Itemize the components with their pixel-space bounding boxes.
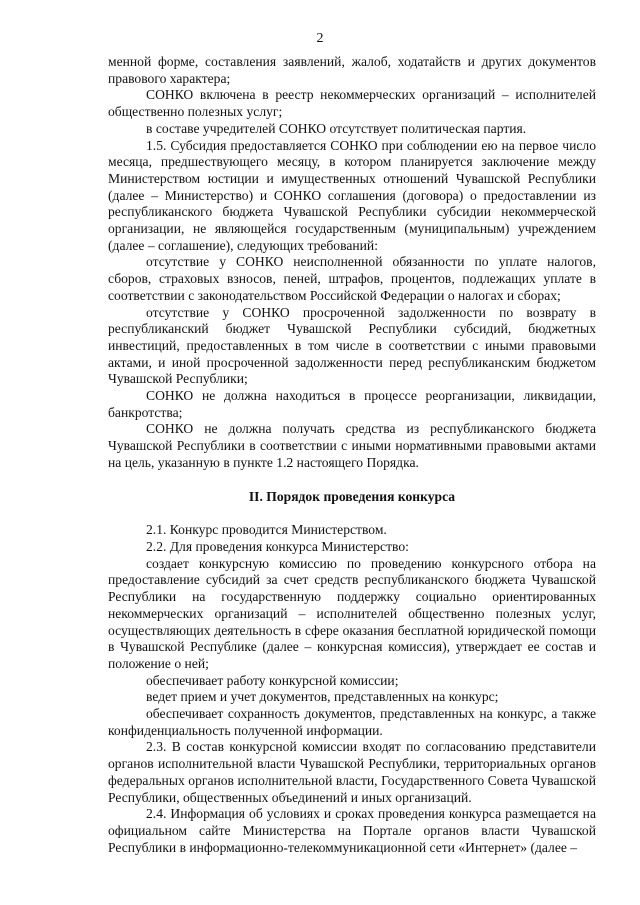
- paragraph: СОНКО не должна находиться в процессе реорганизации, ликвидации, банкротства;: [108, 388, 596, 420]
- section-two-text: [108, 522, 596, 856]
- paragraph: 1.5. Субсидия предоставляется СОНКО при соблюдении ею на первое число месяца, предшествующего месяцу, в котором планируется заключение между Министерством юстиции и имущественных отношений Чувашской Республики (далее – Министерство) и СОНКО соглашения (договора) о предоставлении из республиканского бюджета Чувашской Республики субсидии некоммерческой организации, не являющейся государственным (муниципальным) учреждением (далее – соглашение), следующих требований:: [108, 137, 596, 253]
- document-body: [108, 54, 596, 856]
- paragraph: отсутствие у СОНКО неисполненной обязанности по уплате налогов, сборов, страховых взносов, пеней, штрафов, процентов, подлежащих уплате в соответствии с законодательством Российской Федерации о налогах и сборах;: [108, 254, 596, 303]
- paragraph: 2.1. Конкурс проводится Министерством.: [146, 522, 387, 538]
- paragraph: обеспечивает работу конкурсной комиссии;: [146, 672, 399, 688]
- paragraph: отсутствие у СОНКО просроченной задолженности по возврату в республиканский бюджет Чувашской Республики субсидий, бюджетных инвестиций, предоставленных в том числе в соответствии с иными правовыми актами, и иной просроченной задолженности перед республиканским бюджетом Чувашской Республики;: [108, 304, 596, 387]
- paragraph: СОНКО не должна получать средства из республиканского бюджета Чувашской Республики в соответствии с иными нормативными правовыми актами на цель, указанную в пункте 1.2 настоящего Порядка.: [108, 421, 596, 470]
- paragraph: 2.2. Для проведения конкурса Министерство:: [146, 538, 409, 554]
- paragraph: 2.4. Информация об условиях и сроках проведения конкурса размещается на официальном сайте Министерства на Портале органов власти Чувашской Республики в информационно-телекоммуникационной сети «Интернет» (далее –: [108, 806, 596, 855]
- paragraph: 2.3. В состав конкурсной комиссии входят по согласованию представители органов исполнительной власти Чувашской Республики, территориальных органов федеральных органов исполнительной власти, Государственного Совета Чувашской Республики, общественных объединений и иных организаций.: [108, 739, 596, 805]
- paragraph: менной форме, составления заявлений, жалоб, ходатайств и других документов правового характера;: [108, 54, 596, 86]
- paragraph: создает конкурсную комиссию по проведению конкурсного отбора на предоставление субсидий за счет средств республиканского бюджета Чувашской Республики на государственную поддержку социально ориентированных некоммерческих организаций – исполнителей общественно полезных услуг, осуществляющих деятельность в сфере оказания бесплатной юридической помощи в Чувашской Республике (далее – конкурсная комиссия), утверждает ее состав и положение о ней;: [108, 555, 596, 671]
- paragraph: в составе учредителей СОНКО отсутствует политическая партия.: [146, 120, 527, 136]
- paragraph: ведет прием и учет документов, представленных на конкурс;: [146, 689, 499, 705]
- page-number: 2: [316, 31, 324, 46]
- section-heading: II. Порядок проведения конкурса: [248, 488, 456, 504]
- section-one-text: [108, 54, 596, 472]
- paragraph: СОНКО включена в реестр некоммерческих организаций – исполнителей общественно полезных услуг;: [108, 87, 596, 120]
- paragraph: обеспечивает сохранность документов, представленных на конкурс, а также конфиденциальность полученной информации.: [108, 706, 596, 738]
